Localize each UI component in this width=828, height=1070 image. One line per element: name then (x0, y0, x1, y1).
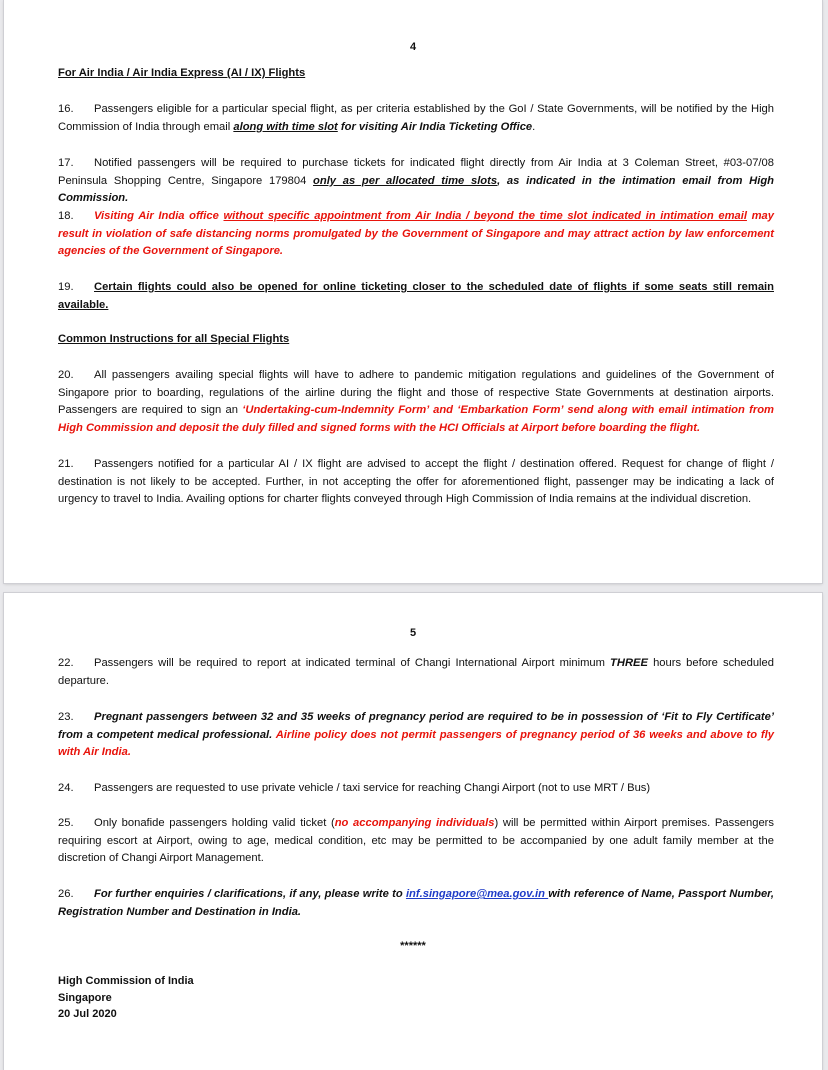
paragraph-18: 18. Visiting Air India office without specific appointment from Air India / beyond the time slot indicated in intimation email may result in violation of safe distancing norms promulgated by the Government of Singapore and may attract action by law enforcement agencies of the Government of Singapore. (58, 210, 774, 258)
paragraph-number: 25. (58, 817, 74, 829)
paragraph-number: 19. (58, 281, 74, 293)
paragraph-number: 23. (58, 711, 74, 723)
signature-location: Singapore (58, 991, 112, 1004)
paragraph-16: 16. Passengers eligible for a particular special flight, as per criteria established by the GoI / State Governments, will be notified by the High Commission of India through email along with time slot for visiting Air India Ticketing Office. (58, 103, 774, 133)
document-page-4 (4, 0, 822, 583)
paragraph-number: 24. (58, 782, 74, 794)
paragraph-25: 25. Only bonafide passengers holding valid ticket (no accompanying individuals) will be permitted within Airport premises. Passengers requiring escort at Airport, owing to age, medical condition, etc may be permitted to be accompanied by one adult family member at the discretion of Changi Airport Management. (58, 817, 775, 865)
email-link[interactable]: inf.singapore@mea.gov.in (405, 888, 549, 900)
paragraph-number: 21. (58, 458, 74, 470)
paragraph-number: 18. (58, 210, 74, 222)
paragraph-number: 20. (58, 369, 74, 381)
section-heading-ai-ix-flights: For Air India / Air India Express (AI / IX) Flights (58, 67, 306, 79)
paragraph-20: 20. All passengers availing special flights will have to adhere to pandemic mitigation regulations and guidelines of the Government of Singapore prior to boarding, regulations of the airline during the flight and those of respective State Governments at destination airports. Passengers are required to sign an ‘Undertaking-cum-Indemnity Form’ and ‘Embarkation Form’ send along with email intimation from High Commission and deposit the duly filled and signed forms with the HCI Officials at Airport before boarding the flight. (58, 369, 774, 434)
signature-office: High Commission of India (58, 975, 194, 987)
paragraph-number: 16. (58, 103, 74, 115)
paragraph-number: 17. (58, 157, 74, 169)
section-heading-common-instructions: Common Instructions for all Special Flights (58, 333, 290, 345)
paragraph-number: 26. (58, 888, 74, 900)
paragraph-23: 23. Pregnant passengers between 32 and 35 weeks of pregnancy period are required to be in possession of ‘Fit to Fly Certificate’ from a competent medical professional. Airline policy does not permit passengers of pregnancy period of 36 weeks and above to fly with Air India. (58, 711, 774, 759)
paragraph-22: 22. Passengers will be required to report at indicated terminal of Changi International Airport minimum THREE hours before scheduled departure. (58, 657, 774, 687)
paragraph-21: 21. Passengers notified for a particular AI / IX flight are advised to accept the flight / destination offered. Request for change of flight / destination is not likely to be accepted. Further, in not accepting the offer for aforementioned flight, passenger may be indicating a lack of urgency to travel to India. Availing options for charter flights conveyed through High Commission of India remains at the individual discretion. (58, 458, 774, 506)
paragraph-number: 22. (58, 657, 74, 669)
document-page-5 (4, 593, 822, 1070)
paragraph-19: 19. Certain flights could also be opened for online ticketing closer to the scheduled date of flights if some seats still remain available. (58, 281, 774, 311)
signature-date: 20 Jul 2020 (58, 1008, 117, 1020)
signature-block (58, 973, 194, 1023)
page-number: 5 (409, 627, 417, 639)
paragraph-26: 26. For further enquiries / clarifications, if any, please write to inf.singapore@mea.gov.in with reference of Name, Passport Number, Registration Number and Destination in India. (58, 888, 775, 918)
paragraph-24: 24. Passengers are requested to use private vehicle / taxi service for reaching Changi Airport (not to use MRT / Bus) (58, 780, 774, 798)
end-separator: ****** (400, 940, 426, 952)
page-number: 4 (409, 41, 417, 53)
paragraph-17: 17. Notified passengers will be required to purchase tickets for indicated flight directly from Air India at 3 Coleman Street, #03-07/08 Peninsula Shopping Centre, Singapore 179804 only as per allocated time slots, as indicated in the intimation email from High Commission. (58, 157, 774, 205)
